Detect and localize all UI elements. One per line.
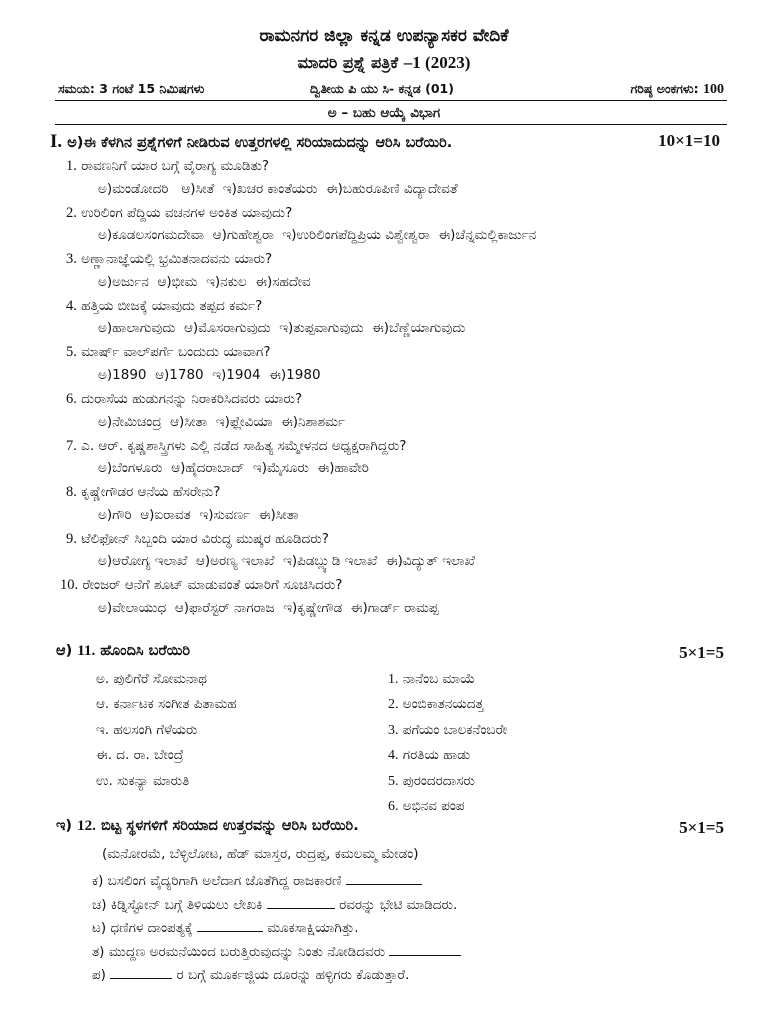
question-10-options: ಅ)ವೇಲಾಯುಧ ಆ)ಫಾರೆಸ್ಟರ್ ನಾಗರಾಜ ಇ)ಕೃಷ್ಣೇಗೌಡ ಈ)ಗಾರ್ಡ್ ರಾಮಪ್ಪ — [98, 599, 439, 616]
fill-blank-text-after: ರ ಬಗ್ಗೆ ಮೂರ್ಕಜ್ಜಿಯ ದೂರನ್ನು ಹಳ್ಳಿಗರು ಕೊಡುತ್ತಾರೆ. — [176, 967, 410, 984]
match-right-text: ಪಗೆಯಂ ಬಾಲಕನೆಂಬರೇ — [402, 721, 508, 738]
fill-blank-label: ಚ) — [92, 896, 107, 913]
answer-blank[interactable] — [346, 872, 422, 885]
part12-number: 12. — [77, 818, 96, 834]
question-text: ರಾವಣನಿಗೆ ಯಾರ ಬಗ್ಗೆ ವೈರಾಗ್ಯ ಮೂಡಿತು? — [81, 158, 270, 174]
question-1-options: ಅ)ಮಂಡೋದರಿ ಆ)ಸೀತೆ ಇ)ಖಚರ ಕಾಂತೆಯರು ಈ)ಬಹುರೂಪಿಣಿ ವಿದ್ಯಾದೇವತೆ — [98, 180, 458, 197]
question-text: ಕೃಷ್ಣೇಗೌಡರ ಆನೆಯ ಹೆಸರೇನು? — [81, 484, 221, 501]
question-text: ಟೆಲಿಫೋನ್ ಸಿಬ್ಬಂದಿ ಯಾರ ವಿರುದ್ಧ ಮುಷ್ಕರ ಹೂಡಿದರು? — [81, 530, 329, 547]
fill-blank-label: ಟ) — [92, 920, 107, 937]
match-right-number: 6. — [388, 799, 399, 814]
part1-instruction: ಅ)ಈ ಕೆಳಗಿನ ಪ್ರಶ್ನೆಗಳಿಗೆ ನೀಡಿರುವ ಉತ್ತರಗಳಲ್ಲಿ ಸರಿಯಾದುದನ್ನು ಆರಿಸಿ ಬರೆಯಿರಿ. — [67, 135, 453, 151]
match-right-number: 4. — [388, 748, 399, 764]
paper-meta-row — [58, 81, 724, 99]
question-4 — [66, 298, 262, 315]
question-text: ಮಾರ್ಷ್ ವಾಲ್‌ಪರ್ಗೆ ಬಂದುದು ಯಾವಾಗ? — [81, 344, 271, 361]
part12-marks: 5×1=5 — [679, 818, 724, 837]
match-right-text: ಅಭಿನವ ಪಂಪ — [402, 798, 465, 814]
match-right-item — [388, 798, 465, 815]
question-5-options: ಅ)1890 ಆ)1780 ಇ)1904 ಈ)1980 — [98, 366, 321, 383]
question-number: 1. — [66, 158, 77, 174]
max-marks-label: ಗರಿಷ್ಠ ಅಂಕಗಳು: — [630, 81, 699, 96]
header-rule-top — [55, 100, 727, 101]
part11-prefix: ಆ) — [56, 643, 73, 659]
question-text: ಎ. ಆರ್. ಕೃಷ್ಣಶಾಸ್ತ್ರಿಗಳು ಎಲ್ಲಿ ನಡೆದ ಸಾಹಿತ್ಯ ಸಮ್ಮೇಳನದ ಅಧ್ಯಕ್ಷರಾಗಿದ್ದರು? — [81, 437, 407, 454]
question-7-options: ಅ)ಬೆಂಗಳೂರು ಆ)ಹೈದರಾಬಾದ್ ಇ)ಮೈಸೂರು ಈ)ಹಾವೇರಿ — [98, 460, 369, 477]
question-7 — [66, 438, 406, 455]
fill-blank-item — [92, 919, 359, 936]
fill-blank-text-before: ಮುದ್ದಣ ಅರಮನೆಯಿಂದ ಬರುತ್ತಿರುವುದನ್ನು ನಿಂತು ನೋಡಿದವರು — [108, 943, 386, 960]
match-right-text: ನಾನೆಂಬ ಮಾಯೆ — [402, 671, 476, 687]
part12-instruction: ಬಿಟ್ಟ ಸ್ಥಳಗಳಿಗೆ ಸರಿಯಾದ ಉತ್ತರವನ್ನು ಆರಿಸಿ ಬರೆಯಿರಿ. — [100, 818, 359, 834]
question-number: 4. — [66, 297, 77, 314]
answer-blank[interactable] — [110, 966, 172, 979]
section-title: ಅ – ಬಹು ಆಯ್ಕೆ ವಿಭಾಗ — [327, 105, 441, 121]
match-right-number: 2. — [388, 697, 399, 713]
question-text: ಹತ್ತಿಯ ಬೀಜಕ್ಕೆ ಯಾವುದು ತಪ್ಪದ ಕರ್ಮ? — [81, 297, 263, 314]
fill-blank-text-after: ಮೂಕಸಾಕ್ಷಿಯಾಗಿತ್ತು. — [267, 920, 359, 937]
fill-blank-item — [92, 966, 409, 983]
question-text: ರೇಂಜರ್ ಆನೆಗೆ ಶೂಟ್ ಮಾಡುವಂತೆ ಯಾರಿಗೆ ಸೂಚಿಸಿದರು? — [82, 577, 343, 594]
question-10 — [60, 577, 342, 594]
paper-title-text: ಮಾದರಿ ಪ್ರಶ್ನೆ ಪತ್ರಿಕೆ — [297, 53, 399, 72]
question-text: ದುರಾಸೆಯ ಹುಡುಗನನ್ನು ನಿರಾಕರಿಸಿದವರು ಯಾರು? — [81, 391, 303, 407]
part1-roman: I. — [50, 131, 63, 152]
match-right-number: 3. — [388, 722, 399, 738]
question-text: ಉರಿಲಿಂಗ ಪೆದ್ದಿಯ ವಚನಗಳ ಅಂಕಿತ ಯಾವುದು? — [81, 204, 293, 221]
question-4-options: ಅ)ಹಾಲಾಗುವುದು ಆ)ಮೊಸರಾಗುವುದು ಇ)ತುಪ್ಪವಾಗುವುದು ಈ)ಬೆಣ್ಣೆಯಾಗುವುದು — [98, 320, 466, 337]
question-number: 6. — [66, 391, 77, 407]
fill-blank-text-before: ಕಿಡ್ನಿಸ್ಟೋನ್ ಬಗ್ಗೆ ತಿಳಿಯಲು ಲೇಖಕಿ — [110, 896, 263, 913]
fill-blank-label: ಪ) — [92, 967, 106, 984]
question-2 — [66, 205, 292, 222]
part12-prefix: ಇ) — [56, 818, 73, 834]
header-rule-bottom — [55, 124, 727, 125]
question-number: 2. — [66, 204, 77, 221]
question-2-options: ಅ)ಕೂಡಲಸಂಗಮದೇವಾ ಆ)ಗುಹೇಶ್ವರಾ ಇ)ಉರಿಲಿಂಗಪೆದ್ದಿಪ್ರಿಯ ವಿಶ್ವೇಶ್ವರಾ ಈ)ಚೆನ್ನಮಲ್ಲಿಕಾರ್ಜುನ — [98, 227, 537, 244]
match-right-text: ಅಂಬಿಕಾತನಯದತ್ತ — [402, 696, 484, 713]
question-6 — [66, 391, 302, 408]
paper-title — [0, 53, 768, 73]
part12-choices: (ಮನೋರಮೆ, ಬೆಳ್ಳಿಲೋಟ, ಹೆಡ್ ಮಾಸ್ತರ, ರುದ್ರಪ್ಪ, ಕಮಲಮ್ಮ ಮೇಡಂ) — [102, 846, 419, 862]
question-number: 9. — [66, 530, 77, 547]
match-right-item — [388, 773, 475, 790]
question-9-options: ಅ)ಆರೋಗ್ಯ ಇಲಾಖೆ ಆ)ಅರಣ್ಯ ಇಲಾಖೆ ಇ)ಪಿಡಬ್ಲ್ಯುಡಿ ಇಲಾಖೆ ಈ)ವಿದ್ಯುತ್ ಇಲಾಖೆ — [98, 553, 475, 570]
fill-blank-label: ತ) — [92, 943, 105, 960]
match-left-item: ಆ. ಕರ್ನಾಟಕ ಸಂಗೀತ ಪಿತಾಮಹ — [96, 696, 237, 713]
question-number: 5. — [66, 344, 77, 361]
part11-number: 11. — [77, 643, 96, 659]
question-8-options: ಅ)ಗೌರಿ ಆ)ಐರಾವತ ಇ)ಸುವರ್ಣ ಈ)ಸೀತಾ — [98, 506, 299, 523]
match-right-item — [388, 671, 475, 688]
match-right-text: ಗರತಿಯ ಹಾಡು — [402, 747, 471, 764]
match-right-text: ಪುರಂದರದಾಸರು — [402, 772, 475, 789]
match-right-number: 5. — [388, 773, 399, 789]
question-number: 8. — [66, 484, 77, 501]
match-left-item: ಅ. ಪುಲಿಗೆರೆ ಸೋಮನಾಥ — [96, 671, 207, 687]
fill-blank-text-after: ರವರನ್ನು ಭೇಟಿ ಮಾಡಿದರು. — [339, 896, 458, 913]
fill-blank-text-before: ಬಸಲಿಂಗ ವೈದ್ಯರಿಗಾಗಿ ಅಲೆದಾಗ ಜೊತೆಗಿದ್ದ ರಾಜಕಾರಣಿ — [107, 873, 342, 889]
match-left-item: ಇ. ಹಲಸಂಗಿ ಗೆಳೆಯರು — [96, 721, 198, 738]
answer-blank[interactable] — [197, 919, 263, 932]
question-number: 7. — [66, 437, 77, 454]
fill-blank-label: ಕ) — [92, 873, 104, 889]
fill-blank-text-before: ಧಣಿಗಳ ದಾಂಪತ್ಯಕ್ಕೆ — [110, 920, 193, 937]
question-3 — [66, 251, 272, 268]
question-5 — [66, 344, 271, 361]
part1-marks: 10×1=10 — [658, 131, 720, 150]
match-right-item — [388, 696, 484, 713]
part11-marks: 5×1=5 — [679, 643, 724, 662]
match-left-item: ಈ. ದ. ರಾ. ಬೇಂದ್ರೆ — [96, 747, 184, 764]
part11-instruction: ಹೊಂದಿಸಿ ಬರೆಯಿರಿ — [100, 643, 190, 659]
part1-heading — [50, 131, 452, 153]
question-3-options: ಅ)ಅರ್ಜುನ ಆ)ಭೀಮ ಇ)ನಕುಲ ಈ)ಸಹದೇವ — [98, 273, 311, 290]
question-number: 3. — [66, 251, 77, 268]
fill-blank-item — [92, 896, 457, 913]
time-value: 3 ಗಂಟೆ 15 ನಿಮಿಷಗಳು — [99, 81, 205, 96]
part11-heading — [56, 643, 190, 660]
match-left-item: ಉ. ಸುಕನ್ಯಾ ಮಾರುತಿ — [96, 772, 190, 789]
part12-heading — [56, 818, 359, 835]
question-1 — [66, 158, 269, 175]
course-name: ದ್ವಿತೀಯ ಪಿ ಯು ಸಿ- ಕನ್ನಡ (01) — [310, 81, 454, 96]
time-label: ಸಮಯ: — [58, 81, 95, 96]
time-info — [58, 81, 204, 97]
max-marks-value: 100 — [703, 82, 724, 97]
paper-title-number: –1 (2023) — [403, 53, 471, 72]
max-marks — [631, 81, 725, 98]
fill-blank-item — [92, 943, 461, 960]
fill-blank-item — [92, 872, 422, 889]
match-right-item — [388, 722, 507, 739]
match-right-number: 1. — [388, 672, 399, 687]
answer-blank[interactable] — [389, 943, 461, 956]
match-right-item — [388, 747, 470, 764]
question-number: 10. — [60, 577, 79, 594]
question-9 — [66, 531, 329, 548]
question-8 — [66, 484, 220, 501]
question-6-options: ಅ)ನೇಮಿಚಂದ್ರ ಆ)ಸೀತಾ ಇ)ಫ್ಲೇವಿಯಾ ಈ)ನಿಶಾಶರ್ಮ — [98, 413, 345, 430]
forum-title: ರಾಮನಗರ ಜಿಲ್ಲಾ ಕನ್ನಡ ಉಪನ್ಯಾಸಕರ ವೇದಿಕೆ — [259, 26, 509, 46]
answer-blank[interactable] — [267, 896, 335, 909]
question-text: ಅಣ್ಣಾನಾಜ್ಞೆಯಲ್ಲಿ ಭ್ರಮಿತನಾದವನು ಯಾರು? — [81, 251, 273, 268]
